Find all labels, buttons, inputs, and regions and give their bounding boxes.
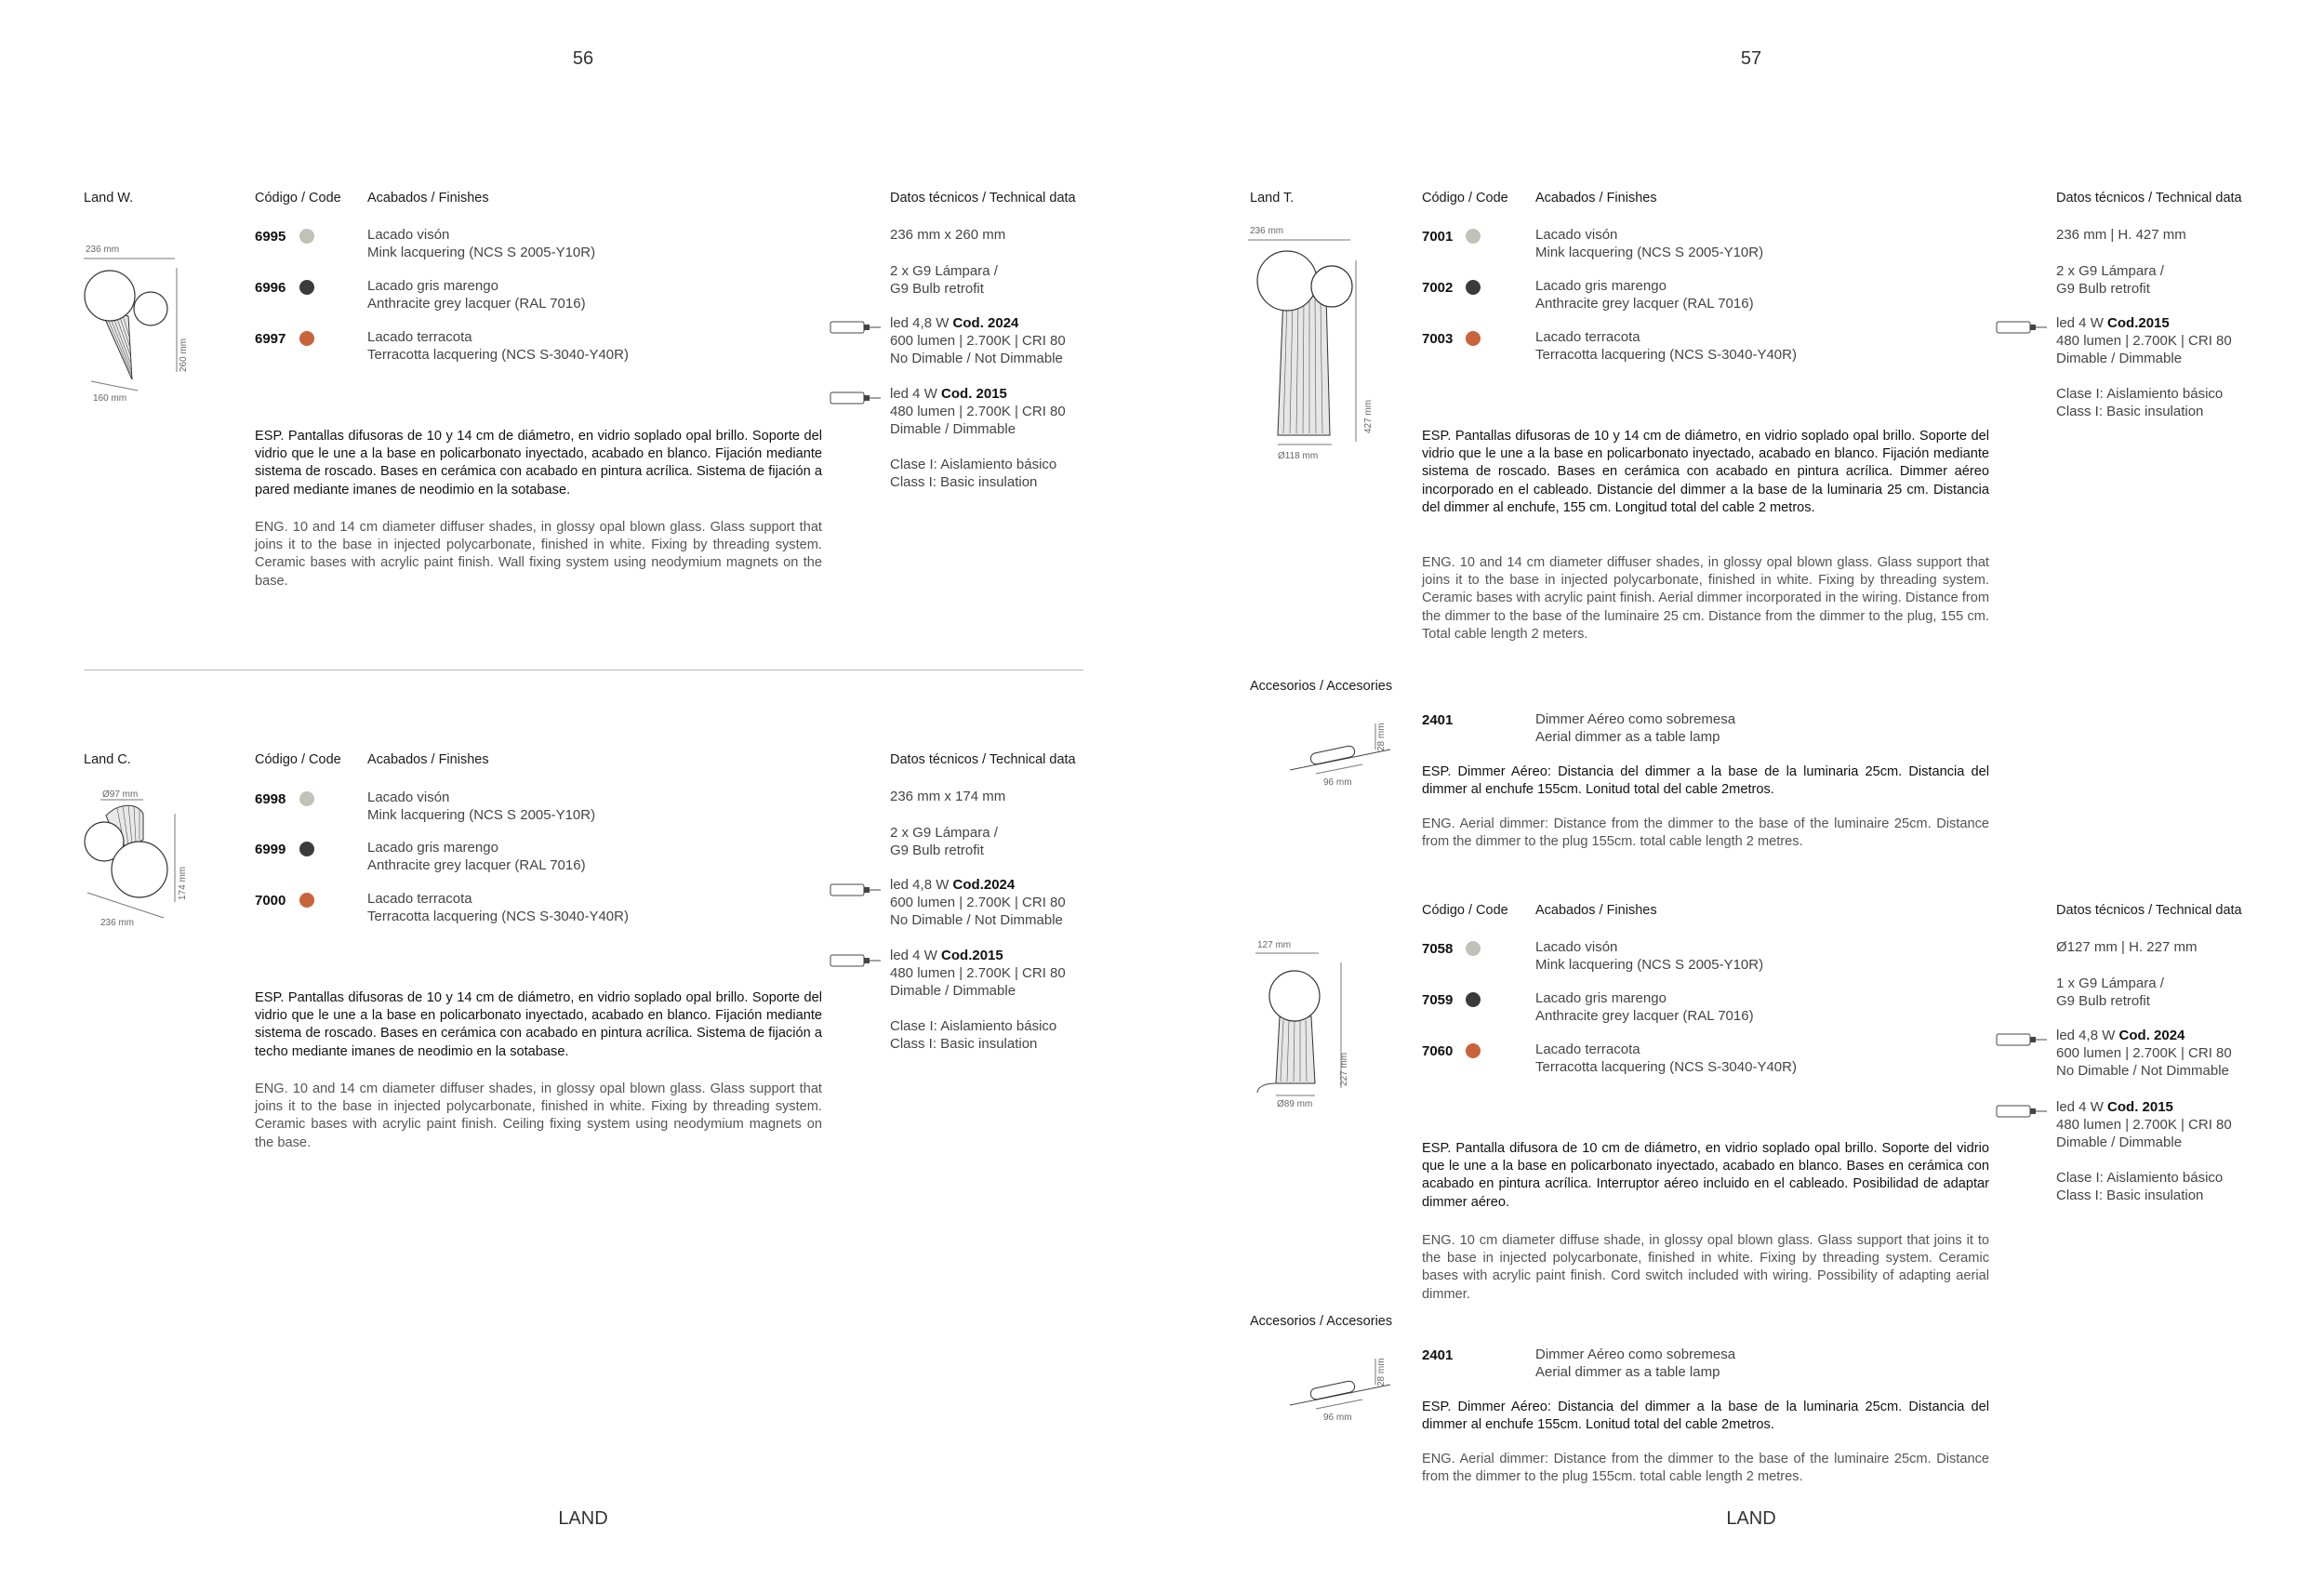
swatch-anthracite [299, 842, 314, 856]
aerial-dimmer-drawing [1288, 1357, 1390, 1413]
accessory-description-en: ENG. Aerial dimmer: Distance from the dimmer to the base of the luminaire 25cm. Distance from the dimmer to the plug 155cm. total cable length 2 metres. [1422, 1452, 1989, 1485]
dim-depth: 160 mm [93, 393, 127, 404]
swatch-anthracite [1466, 992, 1481, 1007]
dim-height: 174 mm [178, 866, 188, 900]
tech-bulb: 2 x G9 Lámpara / G9 Bulb retrofit [890, 825, 998, 858]
accessory-description-es: ESP. Dimmer Aéreo: Distancia del dimmer a la base de la luminaria 25cm. Distancia del dimmer al enchufe 155cm. Lonitud total del cable 2metros. [1422, 764, 1989, 798]
dim-base: Ø118 mm [1278, 451, 1319, 461]
description-es: ESP. Pantallas difusoras de 10 y 14 cm de diámetro, en vidrio soplado opal brillo. Soporte del vidrio que le une a la base en policarbonato inyectado, acabado en blanco. Fijación mediante sistema de roscado. Bases en cerámica con acabado en pintura acrílica. Dimmer aéreo incorporado en el cableado. Distancie del dimmer a la base de la luminaria 25 cm. Distancia del dimmer al enchufe, 155 cm. Longitud total del cable 2 metros. [1422, 429, 1989, 515]
description-en: ENG. 10 and 14 cm diameter diffuser shades, in glossy opal blown glass. Glass support that joins it to the base in injected polycarbonate, finished in white. Fixing by threading system. Ceramic bases with acrylic paint finish. Wall fixing system using neodymium magnets on the base. [255, 520, 822, 589]
led-bulb-icon [1996, 1032, 2048, 1047]
tech-bulb: 2 x G9 Lámpara / G9 Bulb retrofit [2056, 263, 2164, 297]
led-bulb-icon [830, 953, 882, 968]
tech-class: Clase I: Aislamiento básico Class I: Basic insulation [2056, 1170, 2224, 1203]
finish-mink: Lacado visón Mink lacquering (NCS S 2005-Y10R) [1535, 227, 1764, 260]
tech-header: Datos técnicos / Technical data [2056, 903, 2242, 918]
accessory-code: 2401 [1422, 712, 1454, 728]
code-6997: 6997 [255, 331, 286, 347]
tech-class: Clase I: Aislamiento básico Class I: Basic insulation [2056, 386, 2224, 419]
code-6999: 6999 [255, 842, 286, 857]
accessory-code: 2401 [1422, 1347, 1454, 1363]
code-header: Código / Code [1422, 191, 1508, 206]
dim-base: Ø89 mm [1277, 1099, 1313, 1109]
code-7000: 7000 [255, 893, 286, 909]
tech-size: Ø127 mm | H. 227 mm [2056, 939, 2198, 955]
code-7003: 7003 [1422, 331, 1454, 347]
dim-height: 28 mm [1376, 1358, 1387, 1387]
dim-length: 96 mm [1323, 777, 1352, 788]
tech-led-2: led 4 W Cod. 2015 480 lumen | 2.700K | CRI 80 Dimable / Dimmable [890, 386, 1066, 437]
tech-bulb: 2 x G9 Lámpara / G9 Bulb retrofit [890, 263, 998, 297]
description-en: ENG. 10 cm diameter diffuse shade, in glossy opal blown glass. Glass support that joins it to the base in injected polycarbonate, finished in white. Fixing by threading system. Ceramic bases with acrylic paint finish. Cord switch included with wiring. Possibility of adapting aerial dimmer. [1422, 1233, 1989, 1302]
finishes-header: Acabados / Finishes [367, 752, 489, 767]
land-s-drawing [1254, 944, 1356, 1102]
description-es: ESP. Pantallas difusoras de 10 y 14 cm de diámetro, en vidrio soplado opal brillo. Soporte del vidrio que le une a la base en policarbonato inyectado, acabado en blanco. Fijación mediante sistema de roscado. Bases en cerámica con acabado en pintura acrílica. Sistema de fijación a pared mediante imanes de neodimio en la sotabase. [255, 429, 822, 498]
code-6998: 6998 [255, 791, 286, 807]
finish-anthracite: Lacado gris marengo Anthracite grey lacquer (RAL 7016) [367, 278, 586, 312]
code-7059: 7059 [1422, 992, 1454, 1008]
tech-led-1: led 4 W Cod.2015 480 lumen | 2.700K | CRI 80 Dimable / Dimmable [2056, 315, 2232, 366]
swatch-anthracite [1466, 280, 1481, 295]
page-number-left: 56 [572, 48, 594, 69]
land-t-drawing [1246, 232, 1376, 456]
page-footer-right: LAND [1726, 1508, 1776, 1529]
product-name: Land W. [84, 191, 134, 206]
dim-width: 236 mm [86, 245, 120, 255]
page-footer-left: LAND [558, 1508, 608, 1529]
finish-mink: Lacado visón Mink lacquering (NCS S 2005-Y10R) [367, 227, 596, 260]
code-7002: 7002 [1422, 280, 1454, 296]
dim-width: 236 mm [100, 918, 135, 928]
accessory-description-es: ESP. Dimmer Aéreo: Distancia del dimmer a la base de la luminaria 25cm. Distancia del dimmer al enchufe 155cm. Lonitud total del cable 2metros. [1422, 1400, 1989, 1433]
aerial-dimmer-drawing [1288, 722, 1390, 777]
finish-mink: Lacado visón Mink lacquering (NCS S 2005-Y10R) [367, 790, 596, 823]
land-w-drawing [82, 251, 193, 400]
tech-size: 236 mm x 260 mm [890, 227, 1006, 243]
land-c-drawing [82, 795, 193, 925]
finish-terracotta: Lacado terracota Terracotta lacquering (NCS S-3040-Y40R) [367, 329, 629, 363]
finish-anthracite: Lacado gris marengo Anthracite grey lacquer (RAL 7016) [1535, 990, 1754, 1024]
code-7001: 7001 [1422, 229, 1454, 245]
tech-led-2: led 4 W Cod.2015 480 lumen | 2.700K | CRI 80 Dimable / Dimmable [890, 948, 1066, 999]
product-name: Land T. [1250, 191, 1295, 206]
dim-height: 260 mm [179, 338, 189, 372]
accessory-description-en: ENG. Aerial dimmer: Distance from the dimmer to the base of the luminaire 25cm. Distance from the dimmer to the plug 155cm. total cable length 2 metres. [1422, 816, 1989, 850]
accessories-header: Accesorios / Accesories [1250, 1314, 1393, 1329]
tech-class: Clase I: Aislamiento básico Class I: Basic insulation [890, 457, 1057, 490]
description-es: ESP. Pantalla difusora de 10 cm de diámetro, en vidrio soplado opal brillo. Soporte del vidrio que le une a la base en policarbonato inyectado, acabado en blanco. Bases en cerámica con acabado en pintura acrílica. Interruptor aéreo incluido en el cableado. Posibilidad de adaptar dimmer aéreo. [1422, 1141, 1989, 1210]
description-en: ENG. 10 and 14 cm diameter diffuser shades, in glossy opal blown glass. Glass support that joins it to the base in injected polycarbonate, finished in white. Fixing by threading system. Ceramic bases with acrylic paint finish. Aerial dimmer incorporated in the wiring. Distance from the dimmer to the base of the luminaire 25 cm. Distance from the dimmer to the plug, 155 cm. Total cable length 2 meters. [1422, 555, 1989, 642]
product-name: Land C. [84, 752, 131, 767]
accessory-name: Dimmer Aéreo como sobremesa Aerial dimmer as a table lamp [1535, 711, 1736, 745]
tech-size: 236 mm x 174 mm [890, 789, 1006, 804]
swatch-terracotta [1466, 1043, 1481, 1058]
finish-terracotta: Lacado terracota Terracotta lacquering (NCS S-3040-Y40R) [367, 891, 629, 924]
page-number-right: 57 [1740, 48, 1762, 69]
led-bulb-icon [830, 391, 882, 405]
code-header: Código / Code [255, 752, 341, 767]
dim-height: 227 mm [1339, 1052, 1349, 1086]
tech-bulb: 1 x G9 Lámpara / G9 Bulb retrofit [2056, 975, 2164, 1009]
led-bulb-icon [1996, 320, 2048, 335]
code-6995: 6995 [255, 229, 286, 245]
swatch-mink [1466, 941, 1481, 956]
finish-terracotta: Lacado terracota Terracotta lacquering (NCS S-3040-Y40R) [1535, 1042, 1797, 1075]
tech-header: Datos técnicos / Technical data [890, 752, 1076, 767]
code-header: Código / Code [1422, 903, 1508, 918]
led-bulb-icon [1996, 1104, 2048, 1119]
dim-height: 28 mm [1376, 723, 1387, 751]
tech-header: Datos técnicos / Technical data [2056, 191, 2242, 206]
finish-mink: Lacado visón Mink lacquering (NCS S 2005-Y10R) [1535, 939, 1764, 973]
tech-led-2: led 4 W Cod. 2015 480 lumen | 2.700K | CRI 80 Dimable / Dimmable [2056, 1099, 2232, 1150]
led-bulb-icon [830, 320, 882, 335]
swatch-mink [299, 791, 314, 806]
tech-led-1: led 4,8 W Cod.2024 600 lumen | 2.700K | CRI 80 No Dimable / Not Dimmable [890, 877, 1066, 928]
dim-length: 96 mm [1323, 1413, 1352, 1423]
finishes-header: Acabados / Finishes [1535, 191, 1657, 206]
finishes-header: Acabados / Finishes [1535, 903, 1657, 918]
dim-width: 236 mm [1250, 226, 1284, 236]
tech-led-1: led 4,8 W Cod. 2024 600 lumen | 2.700K | CRI 80 No Dimable / Not Dimmable [2056, 1028, 2232, 1079]
tech-class: Clase I: Aislamiento básico Class I: Basic insulation [890, 1018, 1057, 1052]
swatch-terracotta [299, 331, 314, 346]
dim-diameter: Ø97 mm [102, 790, 139, 800]
led-bulb-icon [830, 882, 882, 897]
code-7060: 7060 [1422, 1043, 1454, 1059]
accessories-header: Accesorios / Accesories [1250, 679, 1393, 694]
code-7058: 7058 [1422, 941, 1454, 957]
swatch-mink [299, 229, 314, 244]
code-header: Código / Code [255, 191, 341, 206]
finish-terracotta: Lacado terracota Terracotta lacquering (NCS S-3040-Y40R) [1535, 329, 1797, 363]
swatch-mink [1466, 229, 1481, 244]
description-es: ESP. Pantallas difusoras de 10 y 14 cm de diámetro, en vidrio soplado opal brillo. Soporte del vidrio que le une a la base en policarbonato inyectado, acabado en blanco. Fijación mediante sistema de roscado. Bases en cerámica con acabado en pintura acrílica. Sistema de fijación a techo mediante imanes de neodimio en la sotabase. [255, 990, 822, 1059]
tech-header: Datos técnicos / Technical data [890, 191, 1076, 206]
code-6996: 6996 [255, 280, 286, 296]
finish-anthracite: Lacado gris marengo Anthracite grey lacquer (RAL 7016) [1535, 278, 1754, 312]
dim-width: 127 mm [1257, 940, 1292, 950]
dim-height: 427 mm [1363, 399, 1374, 433]
finish-anthracite: Lacado gris marengo Anthracite grey lacquer (RAL 7016) [367, 840, 586, 873]
swatch-anthracite [299, 280, 314, 295]
tech-size: 236 mm | H. 427 mm [2056, 227, 2186, 243]
description-en: ENG. 10 and 14 cm diameter diffuser shades, in glossy opal blown glass. Glass support that joins it to the base in injected polycarbonate, finished in white. Fixing by threading system. Ceramic bases with acrylic paint finish. Ceiling fixing system using neodymium magnets on the base. [255, 1081, 822, 1150]
tech-led-1: led 4,8 W Cod. 2024 600 lumen | 2.700K | CRI 80 No Dimable / Not Dimmable [890, 315, 1066, 366]
accessory-name: Dimmer Aéreo como sobremesa Aerial dimmer as a table lamp [1535, 1347, 1736, 1380]
finishes-header: Acabados / Finishes [367, 191, 489, 206]
swatch-terracotta [299, 893, 314, 908]
swatch-terracotta [1466, 331, 1481, 346]
